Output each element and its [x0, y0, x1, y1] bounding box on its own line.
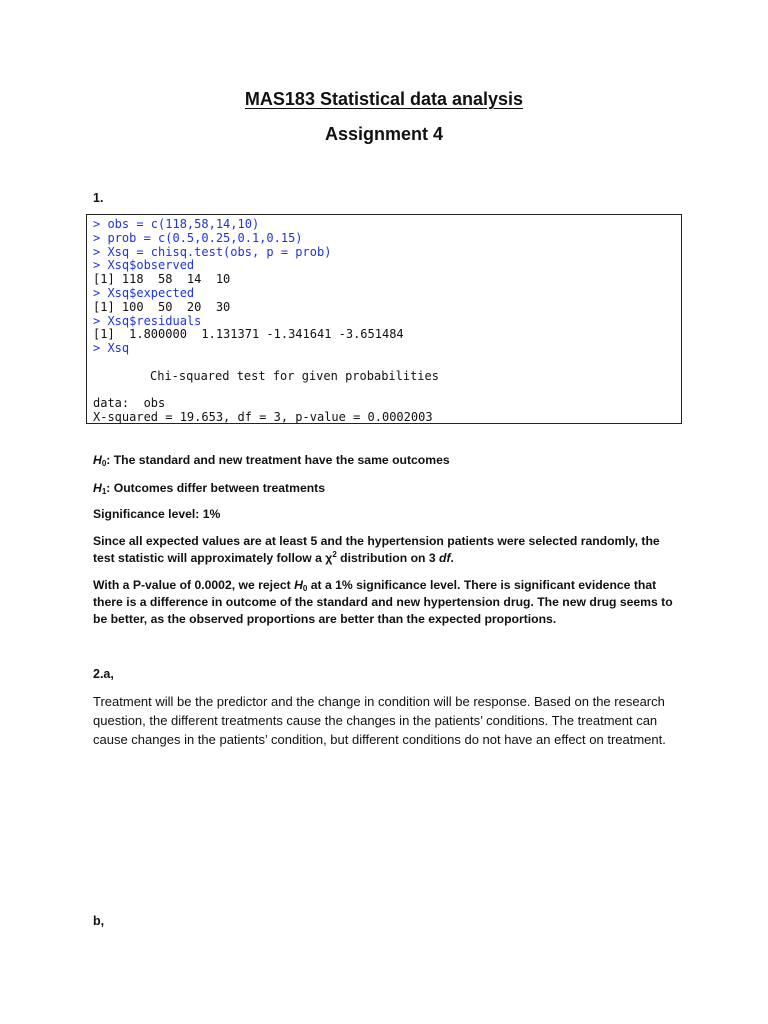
question-2a-answer: Treatment will be the predictor and the change in condition will be response. Based on the research question, the different treatments cause the changes in the patients’ conditions. The treatment can cause changes in the patients’ condition, but different conditions do not have an effect on treatment.	[93, 694, 666, 747]
console-command-line: > Xsq$expected	[93, 285, 195, 300]
conclusion-paragraph	[93, 577, 683, 628]
conclusion-text-1: With a P-value of 0.0002, we reject	[93, 578, 295, 592]
assumption-text-1: Since all expected values are at least 5 and the hypertension patients were selected randomly, the test statistic will approximately follow a χ	[93, 534, 660, 565]
console-command-line: > prob = c(0.5,0.25,0.1,0.15)	[93, 230, 303, 245]
console-output-line: [1] 1.800000 1.131371 -1.341641 -3.651484	[93, 327, 404, 342]
console-output-line: [1] 118 58 14 10	[93, 272, 231, 287]
assumption-paragraph	[93, 533, 683, 567]
significance-level: Significance level: 1%	[93, 507, 221, 521]
h0-text: : The standard and new treatment have the same outcomes	[106, 453, 450, 467]
chi-squared-superscript: 2	[332, 550, 337, 559]
alternative-hypothesis	[93, 480, 683, 497]
null-hypothesis	[93, 452, 683, 469]
h0-subscript: 0	[101, 459, 107, 468]
assumption-text-end: .	[450, 551, 454, 565]
conclusion-text-2: at a 1% significance level. There is significant evidence that there is a difference in outcome of the standard and new hypertension drug. The new drug seems to be better, as the observed proportions are better than the expected proportions.	[93, 578, 673, 626]
h1-symbol: H	[93, 481, 102, 495]
course-title: MAS183 Statistical data analysis	[244, 89, 524, 109]
console-blank-line	[93, 356, 681, 370]
question-2a-label: 2.a,	[93, 667, 114, 681]
console-blank-line	[93, 384, 681, 398]
h0-symbol: H	[93, 453, 102, 467]
conclusion-h-symbol: H	[294, 578, 303, 592]
console-command-line: > Xsq$residuals	[93, 313, 202, 328]
h1-text: : Outcomes differ between treatments	[106, 481, 326, 495]
console-output-line: [1] 100 50 20 30	[93, 299, 231, 314]
assumption-text-2: distribution on 3	[336, 551, 440, 565]
h1-subscript: 1	[101, 487, 107, 496]
r-console-output	[86, 214, 682, 424]
console-command-line: > Xsq	[93, 341, 130, 356]
assignment-title: Assignment 4	[324, 124, 444, 144]
console-command-line: > Xsq = chisq.test(obs, p = prob)	[93, 244, 332, 259]
console-output-line: X-squared = 19.653, df = 3, p-value = 0.0002003	[93, 410, 433, 425]
console-output-line: Chi-squared test for given probabilities	[150, 368, 439, 383]
question-1-number: 1.	[93, 191, 104, 205]
df-italic: df	[439, 551, 451, 565]
console-command-line: > obs = c(118,58,14,10)	[93, 217, 260, 231]
question-2b-label: b,	[93, 914, 105, 928]
console-command-line: > Xsq$observed	[93, 258, 195, 273]
conclusion-h-subscript: 0	[302, 584, 308, 593]
console-output-line: data: obs	[93, 396, 166, 411]
